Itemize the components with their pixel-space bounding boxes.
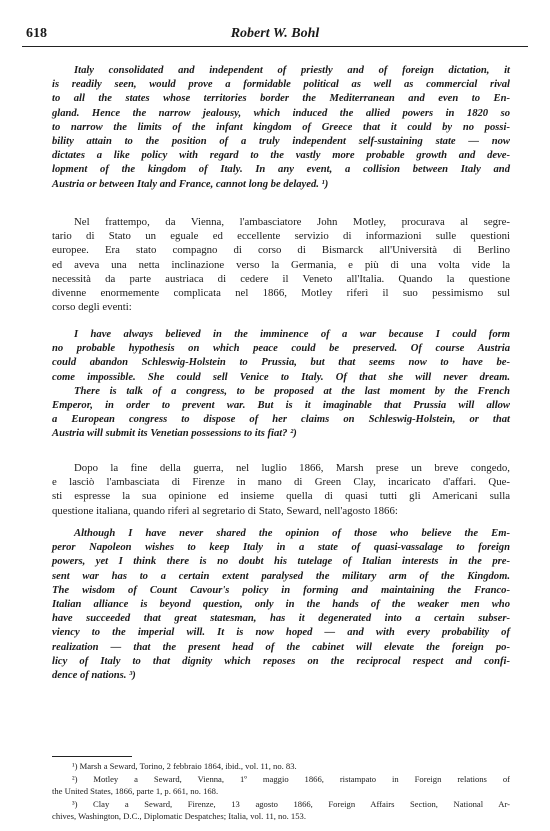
text-line: to all the states whose territories border the Mediterranean and even to En-: [52, 93, 510, 105]
text-line: I have always believed in the imminence of a war because I could form: [74, 329, 510, 340]
text-line: Austria or between Italy and France, cannot long be delayed. ¹): [52, 178, 329, 190]
page-header: [22, 24, 528, 46]
footnote-continuation: chives, Washington, D.C., Diplomatic Despatches; Italia, vol. 11, no. 153.: [52, 811, 306, 822]
text-line: Although I have never shared the opinion of those who believe the Em-: [74, 528, 510, 539]
body-paragraph-2: [52, 461, 510, 518]
text-line: no probable hypothesis on which peace could be preserved. Of course Austria: [52, 343, 510, 355]
footnote-continuation: the United States, 1866, parte 1, p. 661, no. 168.: [52, 786, 219, 797]
text-line: Austria will submit its Venetian possessions to its fiat? ²): [52, 428, 297, 440]
text-line: divenne enormemente complicata nel 1866, Motley riferì il suo pessimismo sul: [52, 287, 510, 300]
text-line: sent war has to a certain extent paralysed the military arm of the Kingdom.: [52, 570, 510, 582]
footnote-rule: [52, 756, 132, 757]
text-line: is readily seen, would prove a formidable political as well as commercial rival: [52, 79, 510, 91]
text-line: could abandon Schleswig-Holstein to Prussia, but that seems now to have be-: [52, 357, 510, 369]
text-line: sti espresse la sua opinione ed insieme quella di quasi tutti gli Americani sulla: [52, 490, 510, 503]
text-line: gland. Hence the narrow jealousy, which induced the allied powers in 1820 so: [52, 107, 510, 119]
text-line: Dopo la fine della guerra, nel luglio 1866, Marsh prese un breve congedo,: [74, 462, 510, 474]
text-line: e lasciò l'ambasciata di Firenze in mano di Green Clay, incaricato d'affari. Que-: [52, 476, 510, 489]
text-line: Italian alliance is beyond question, only in the hands of the weaker men who: [52, 599, 510, 611]
text-line: The wisdom of Count Cavour's policy in forming and maintaining the Franco-: [52, 584, 510, 596]
text-line: peror Napoleon wishes to keep Italy in a state of quasi-vassalage to foreign: [52, 542, 510, 554]
footnote: ³) Clay a Seward, Firenze, 13 agosto 1866, Foreign Affairs Section, National Ar-: [72, 798, 510, 809]
text-line: viency to the imperial will. It is now hoped — and with every probability of: [52, 627, 510, 639]
text-line: to narrow the limits of the infant kingdom of Greece that it could by no possi-: [52, 121, 510, 133]
quote-block-2: [52, 328, 510, 442]
text-line: dence of nations. ³): [52, 670, 136, 682]
text-line: dictates a like policy with regard to the vastly more probable growth and deve-: [52, 150, 510, 162]
header-rule: [22, 46, 528, 47]
body-paragraph-1: [52, 215, 510, 314]
text-line: corso degli eventi:: [52, 301, 132, 314]
text-line: bility attain to the position of a truly independent self-sustaining state — now: [52, 136, 510, 148]
text-line: ed aveva una netta inclinazione verso la Germania, e più di una volta vide la: [52, 258, 510, 271]
text-line: Italy consolidated and independent of priestly and of foreign dictation, it: [74, 65, 510, 76]
footnote: ²) Motley a Seward, Vienna, 1º maggio 1866, ristampato in Foreign relations of: [72, 773, 510, 784]
text-line: There is talk of a congress, to be proposed at the last moment by the French: [74, 385, 510, 397]
text-line: have succeeded that great statesman, has it degenerated into a certain subser-: [52, 613, 510, 625]
text-line: europee. Era stato compagno di corso di Bismarck all'Università di Berlino: [52, 244, 510, 257]
text-line: lopment of the kingdom of Italy. In any event, a collision between Italy and: [52, 164, 510, 176]
text-line: come impossible. She could sell Venice to Italy. Of that she will never dream.: [52, 371, 510, 383]
text-line: licy of Italy to that dignity which reposes on the reciprocal respect and confi-: [52, 655, 510, 667]
text-line: powers, yet I think there is no doubt his tutelage of Italian interests in the pre-: [52, 556, 510, 568]
footnote: ¹) Marsh a Seward, Torino, 2 febbraio 1864, ibid., vol. 11, no. 83.: [72, 761, 297, 771]
text-line: tario di Stato un eguale ed eccellente servizio di informazioni sulle questioni: [52, 230, 510, 243]
footnotes: [52, 760, 510, 823]
quote-block-3: [52, 527, 510, 683]
text-line: necessità da parte austriaca di cedere il Veneto all'Italia. Quando la questione: [52, 272, 510, 285]
running-head: Robert W. Bohl: [230, 26, 320, 41]
text-line: questione italiana, quando riferì al segretario di Stato, Seward, nell'agosto 1866:: [52, 504, 398, 517]
quote-block-1: [52, 64, 510, 192]
text-line: realization — that the present head of the cabinet will elevate the foreign po-: [52, 641, 510, 653]
text-line: Nel frattempo, da Vienna, l'ambasciatore John Motley, procurava al segre-: [74, 216, 510, 228]
text-line: a European congress to dispose of her claims on Schleswig-Holstein, or that: [52, 414, 510, 426]
page-number: 618: [26, 26, 47, 41]
text-line: Emperor, in order to prevent war. But is it imaginable that Prussia will allow: [52, 400, 510, 412]
